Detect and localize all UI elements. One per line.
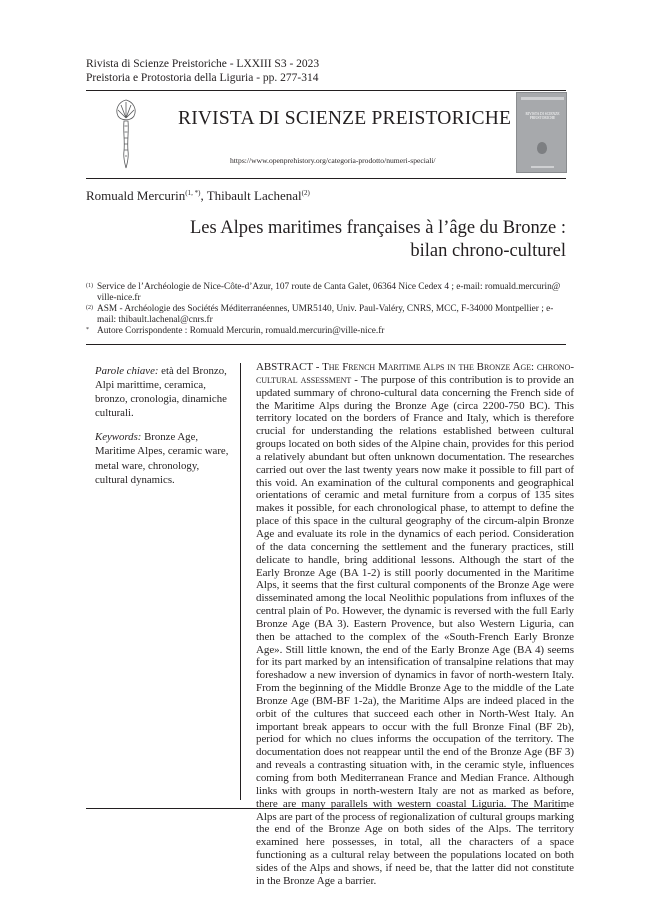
author-line bbox=[86, 188, 310, 204]
article-title bbox=[190, 217, 566, 263]
author-2-name: Thibault Lachenal bbox=[206, 188, 302, 203]
keywords-column bbox=[95, 364, 233, 497]
author-separator: , bbox=[200, 188, 207, 203]
cover-emblem-icon bbox=[537, 142, 547, 154]
keywords-english-label: Keywords: bbox=[95, 431, 142, 444]
abstract-heading: The French Maritime Alps in the Bronze Age: chrono-cultural assessment bbox=[256, 361, 574, 386]
journal-citation-line-1: Rivista di Scienze Preistoriche - LXXIII S3 - 2023 bbox=[86, 58, 320, 70]
masthead-bottom-rule bbox=[86, 178, 566, 179]
abstract-body: - The purpose of this contribution is to provide an updated summary of chrono-cultural data concerning the French side of the Maritime Alps during the Bronze Age (circa 2200-750 BC). This territory located on the borders of France and Italy, which is therefore crucial for understanding the relations established between cultural groups located on both sides of the Alpine chain, provides for this period a relatively abundant but often unknown documentation. The researches carried out over the last twenty years now make it possible to fill part of this void. An examination of the cultural components and geographical orientations of ceramic and metal furniture from a corpus of 135 sites makes it possible, for each chronological phase, to attempt to define the place of this space in the cultural geography of the circum-alpin Bronze Age and evaluate its role in the dynamics of each period. Consideration of the data concerning the settlement and the funerary practices, still delicate to handle, bring additional lessons. Although the start of the Early Bronze Age (BA 1-2) is still poorly documented in the Maritime Alps, it seems that the first cultural components of the Bronze Age were disseminated among the local Neolithic populations from influxes of the central plain of Po. However, the dynamic is reversed with the full Early Bronze Age (BA 3). Eastern Provence, but also Western Liguria, can then be attached to the complex of the «South-French Early Bronze Age». Still little known, the end of the Early Bronze Age (BA 4) seems for its part marked by an intensification of transalpine relations that may foreshadow a new inversion of dynamics in favor of north-western Italy. From the beginning of the Middle Bronze Age to the middle of the Late Bronze Age (BM-BF 1-2a), the Maritime Alps are indeed placed in the orbit of the cultures that succeed each other in North-West Italy. An important break appears to occur with the full Bronze Final (BF 2b), period for which no clues informs the occupation of the territory. The documentation does not reappear until the end of the Bronze Age (BF 3) and reveals a contrasting situation with, in the ceramic style, influences coming from both Mediterranean France and Median France. Although links with groups in north-western Italy are not as marked as before, there are many parallels with western coastal Liguria. The Maritime Alps are part of the process of regionalization of cultural groups marking the end of the Bronze Age on both sides of the Alps. The territory examined here possesses, in total, all the characters of a space functioning as a cultural relay between the populations located on both sides of the Alps and shows, if need be, that the latter did not constitute in the Bronze Age a barrier. bbox=[256, 373, 574, 887]
journal-logo bbox=[112, 96, 140, 171]
keywords-english-text: Bronze Age, Maritime Alpes, ceramic ware, metal ware, chronology, cultural dynamics. bbox=[95, 431, 229, 486]
affiliations-bottom-rule bbox=[86, 344, 566, 345]
corresponding-author bbox=[86, 326, 572, 337]
affiliation-1 bbox=[86, 282, 572, 303]
keywords-italian bbox=[95, 364, 233, 420]
cover-title: RIVISTA DI SCIENZE PREISTORICHE bbox=[525, 112, 560, 121]
keywords-italian-text: età del Bronzo, Alpi marittime, ceramica, bronzo, cronologia, dinamiche culturali. bbox=[95, 365, 227, 420]
abstract-lead: ABSTRACT - bbox=[256, 361, 323, 373]
affiliation-1-text: Service de l’Archéologie de Nice-Côte-d’Azur, 107 route de Canta Galet, 06364 Nice Cedex 4 ; e-mail: romuald.mercurin@ ville-nice.fr bbox=[97, 282, 561, 303]
corresponding-author-text: Autore Corrispondente : Romuald Mercurin, romuald.mercurin@ville-nice.fr bbox=[97, 326, 385, 336]
keywords-italian-label: Parole chiave: bbox=[95, 365, 159, 377]
article-title-line-2: bilan chrono-culturel bbox=[410, 241, 566, 261]
column-divider bbox=[240, 363, 241, 800]
header-top-rule bbox=[86, 90, 566, 91]
journal-citation-line-2: Preistoria e Protostoria della Liguria - pp. 277-314 bbox=[86, 72, 319, 84]
journal-masthead-title: RIVISTA DI SCIENZE PREISTORICHE bbox=[178, 108, 512, 129]
author-1-name: Romuald Mercurin bbox=[86, 188, 186, 203]
journal-url[interactable]: https://www.openprehistory.org/categoria-prodotto/numeri-speciali/ bbox=[230, 156, 436, 165]
affiliation-2-mark: (2) bbox=[86, 305, 93, 311]
affiliation-2 bbox=[86, 304, 572, 325]
article-title-line-1: Les Alpes maritimes françaises à l’âge du Bronze : bbox=[189, 218, 566, 238]
author-1-affiliation-ref: (1, *) bbox=[185, 189, 201, 197]
affiliation-2-text: ASM - Archéologie des Sociétés Méditerranéennes, UMR5140, Univ. Paul-Valéry, CNRS, MCC, F-34000 Montpellier ; e-mail: thibault.lachenal@cnrs.fr bbox=[97, 304, 554, 325]
author-2-affiliation-ref: (2) bbox=[301, 189, 310, 197]
corresponding-author-mark: * bbox=[86, 327, 89, 333]
footer-rule bbox=[86, 808, 566, 809]
journal-cover-thumbnail bbox=[516, 92, 567, 173]
keywords-english bbox=[95, 430, 233, 486]
affiliation-1-mark: (1) bbox=[86, 283, 93, 289]
